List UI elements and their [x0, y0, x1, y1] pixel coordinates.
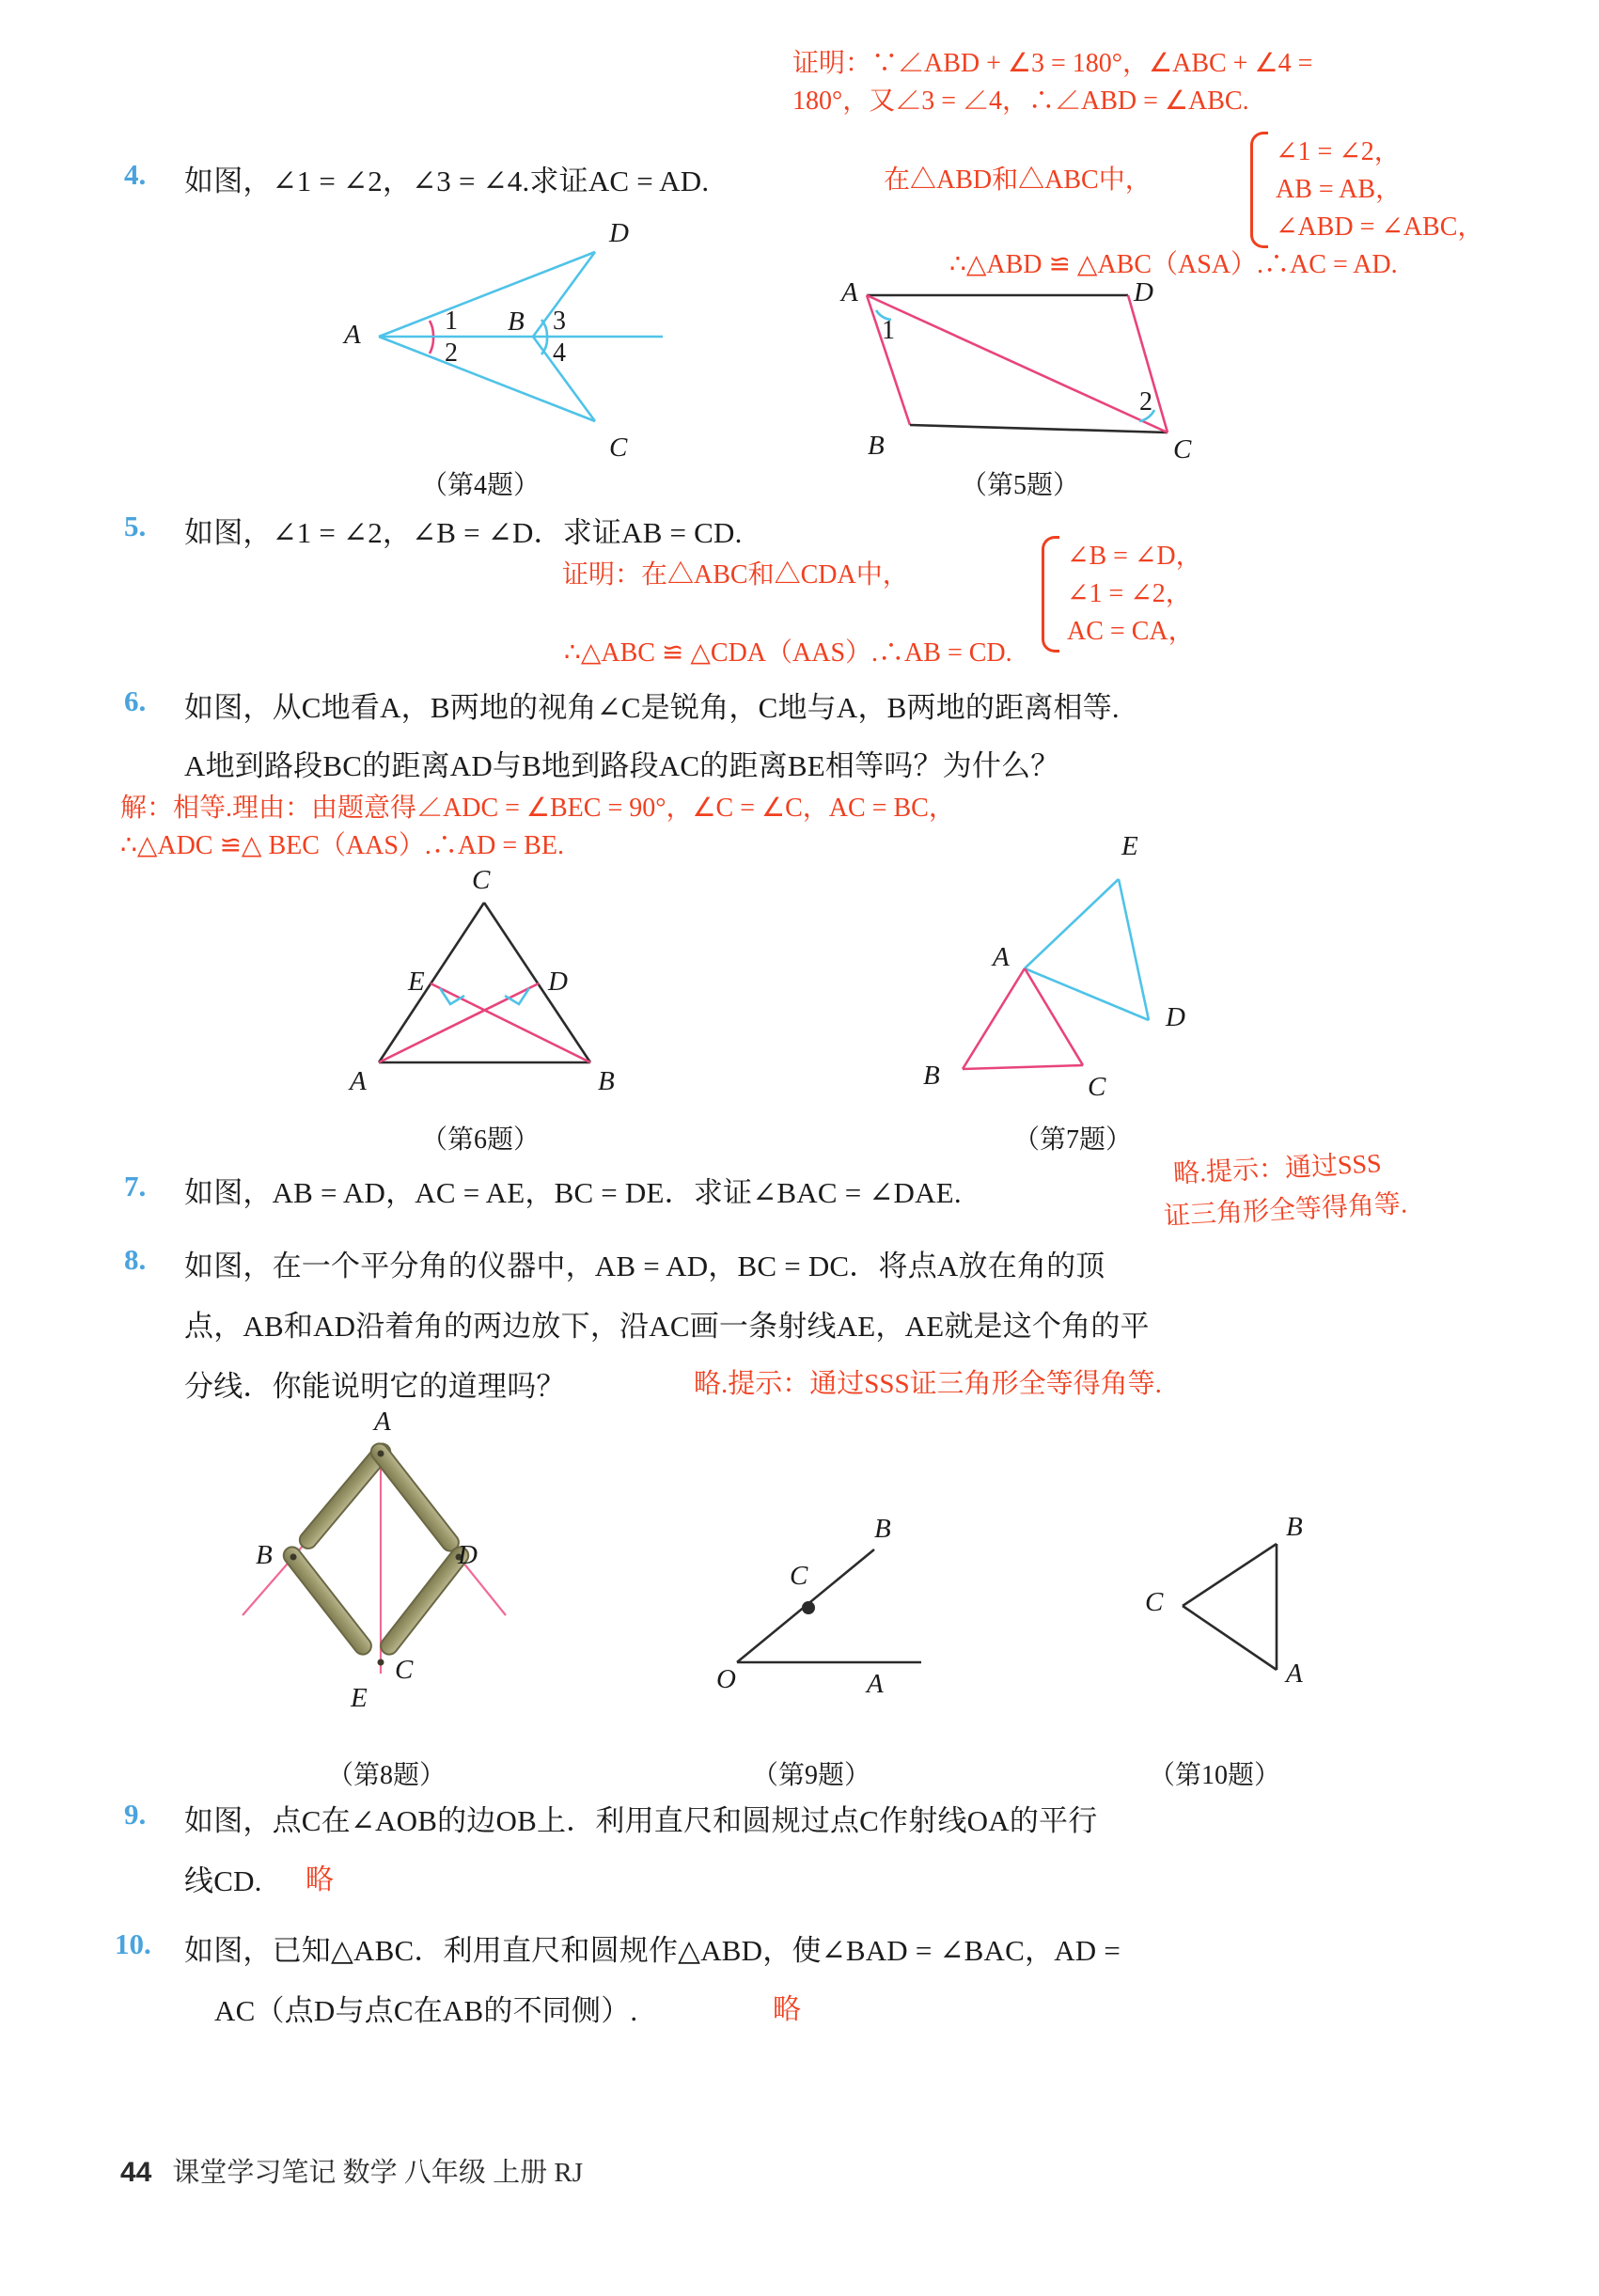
q8-label-D: D [458, 1540, 478, 1570]
q6-label-D: D [548, 967, 568, 997]
q4-label-D: D [609, 218, 629, 248]
q6-text-line-2: A地到路段BC的距离AD与B地到路段AC的距离BE相等吗？为什么？ [184, 749, 1060, 782]
q8-label-B: B [256, 1540, 273, 1570]
q4-answer-line-2: 180°，又∠3 = ∠4，∴∠ABD = ∠ABC. [792, 86, 1249, 116]
q5-diagram [846, 282, 1184, 461]
q8-text-line-1: 如图，在一个平分角的仪器中，AB = AD，BC = DC．将点A放在角的顶 [184, 1250, 1105, 1282]
q5-answer-conclusion: ∴△ABC ≌ △CDA（AAS）.∴AB = CD. [564, 638, 1012, 668]
q5-label-C: C [1173, 434, 1192, 464]
q10-text-line-2: AC（点D与点C在AB的不同侧）. [214, 1994, 638, 2027]
q8-number: 8. [124, 1243, 147, 1276]
q7-caption: （第7题） [1013, 1125, 1133, 1155]
q9-label-O: O [716, 1664, 736, 1694]
q5-brace-block [1042, 536, 1202, 653]
q4-label-4: 4 [553, 338, 566, 368]
q4-brace-line-3: ∠ABD = ∠ABC， [1276, 212, 1484, 242]
q4-brace-line-1: ∠1 = ∠2， [1276, 137, 1401, 166]
q5-label-1: 1 [882, 316, 895, 345]
q4-brace-block [1250, 132, 1483, 248]
q9-text-line-1: 如图，点C在∠AOB的边OB上．利用直尺和圆规过点C作射线OA的平行 [184, 1804, 1098, 1837]
q6-label-E: E [408, 967, 425, 997]
q9-caption: （第9题） [752, 1761, 871, 1790]
q5-number: 5. [124, 510, 147, 543]
q8-label-A: A [374, 1407, 391, 1437]
q9-label-A: A [867, 1669, 884, 1699]
q4-brace [1250, 132, 1268, 248]
q4-text-line-1: 如图，∠1 = ∠2，∠3 = ∠4.求证AC = AD. [184, 165, 710, 197]
q10-text-line-1: 如图，已知△ABC．利用直尺和圆规作△ABD，使∠BAD = ∠BAC，AD = [184, 1934, 1121, 1967]
q7-label-E: E [1121, 831, 1138, 861]
q8-text-line-3: 分线．你能说明它的道理吗？ [184, 1370, 566, 1403]
q7-answer-line-2: 证三角形全等得角等. [1163, 1189, 1408, 1232]
q5-answer-inline: 证明：在△ABC和△CDA中， [562, 560, 909, 590]
q8-caption: （第8题） [327, 1761, 447, 1790]
q9-text-line-2: 线CD. [184, 1864, 262, 1897]
q8-label-C: C [395, 1655, 414, 1685]
q5-label-2: 2 [1139, 387, 1152, 417]
q4-number: 4. [124, 158, 147, 191]
q5-label-A: A [841, 277, 858, 307]
q7-number: 7. [124, 1170, 147, 1203]
q7-label-D: D [1166, 1002, 1185, 1032]
q7-text-line-1: 如图，AB = AD，AC = AE，BC = DE．求证∠BAC = ∠DAE. [184, 1176, 962, 1209]
q5-text-line-1: 如图，∠1 = ∠2，∠B = ∠D．求证AB = CD. [184, 516, 743, 549]
q4-label-C: C [609, 432, 628, 463]
page-footer [120, 2151, 583, 2190]
q7-diagram [940, 870, 1222, 1086]
q10-caption: （第10题） [1149, 1761, 1281, 1790]
page-number: 44 [120, 2157, 152, 2188]
q8-answer-line-1: 略.提示：通过SSS证三角形全等得角等. [694, 1369, 1162, 1399]
q4-diagram [353, 226, 691, 451]
q4-label-A: A [344, 320, 361, 350]
q4-answer-line-1: 证明：∵∠ABD + ∠3 = 180°，∠ABC + ∠4 = [792, 49, 1313, 78]
q6-answer-line-1: 解：相等.理由：由题意得∠ADC = ∠BEC = 90°，∠C = ∠C，AC = BC， [120, 794, 955, 823]
q8-label-E: E [351, 1683, 368, 1713]
q9-diagram [724, 1531, 968, 1681]
q8-instrument-diagram [235, 1437, 517, 1738]
q4-caption: （第4题） [421, 471, 541, 500]
q7-label-C: C [1088, 1072, 1106, 1102]
q4-brace-line-2: AB = AB， [1276, 175, 1403, 204]
q5-brace-line-3: AC = CA， [1067, 617, 1195, 646]
q4-label-1: 1 [445, 307, 458, 336]
q10-label-B: B [1286, 1512, 1303, 1542]
q10-answer: 略 [773, 1994, 801, 2025]
q9-label-B: B [874, 1514, 891, 1544]
q5-brace-line-1: ∠B = ∠D， [1067, 542, 1202, 571]
q5-brace-line-2: ∠1 = ∠2， [1067, 579, 1192, 608]
q5-caption: （第5题） [961, 471, 1080, 500]
q9-number: 9. [124, 1798, 147, 1831]
q7-answer-line-1: 略.提示：通过SSS [1172, 1149, 1383, 1189]
q9-answer: 略 [306, 1864, 334, 1895]
q6-number: 6. [124, 684, 147, 717]
q5-label-B: B [868, 431, 885, 461]
q6-text-line-1: 如图，从C地看A，B两地的视角∠C是锐角，C地与A，B两地的距离相等. [184, 691, 1120, 724]
q10-label-C: C [1145, 1587, 1164, 1617]
q6-caption: （第6题） [421, 1125, 541, 1155]
q7-label-B: B [923, 1061, 940, 1091]
q6-label-A: A [350, 1066, 367, 1096]
q4-answer-conclusion: ∴△ABD ≌ △ABC（ASA）.∴AC = AD. [949, 250, 1398, 279]
q10-label-A: A [1286, 1659, 1303, 1689]
footer-title: 课堂学习笔记 数学 八年级 上册 RJ [172, 2158, 584, 2188]
q6-diagram [362, 893, 644, 1081]
q6-label-B: B [598, 1066, 615, 1096]
q4-label-B: B [508, 307, 525, 337]
q9-label-C: C [790, 1561, 808, 1591]
q10-number: 10. [115, 1927, 151, 1960]
q8-text-line-2: 点，AB和AD沿着角的两边放下，沿AC画一条射线AE，AE就是这个角的平 [184, 1310, 1150, 1343]
q5-brace [1042, 536, 1059, 653]
q4-label-2: 2 [445, 338, 458, 368]
q6-label-C: C [472, 865, 491, 895]
q10-diagram [1166, 1531, 1354, 1691]
q4-label-3: 3 [553, 307, 566, 336]
q6-answer-line-2: ∴△ADC ≌△ BEC（AAS）.∴AD = BE. [120, 831, 564, 860]
q7-label-A: A [993, 942, 1010, 972]
q4-answer-inline: 在△ABD和△ABC中， [884, 165, 1152, 195]
q5-label-D: D [1134, 277, 1153, 307]
